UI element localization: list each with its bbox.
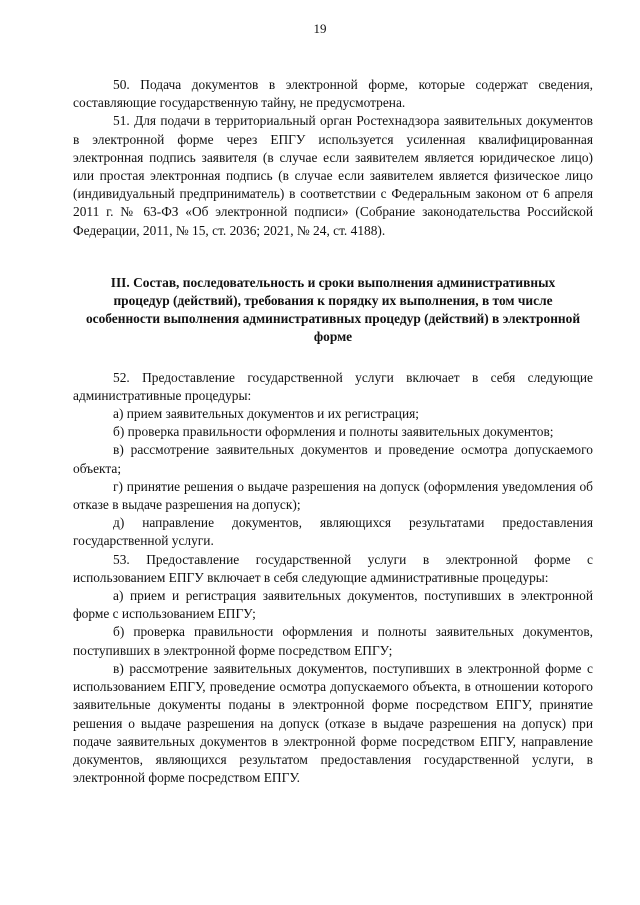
paragraph-52-item-b: б) проверка правильности оформления и полноты заявительных документов; <box>113 424 554 440</box>
paragraph-52-intro: 52. Предоставление государственной услуги включает в себя следующие административные процедуры: <box>73 369 593 403</box>
paragraph-53-item-b: б) проверка правильности оформления и полноты заявительных документов, поступивших в электронной форме посредством ЕПГУ; <box>73 624 593 658</box>
paragraph-53-item-a: а) прием и регистрация заявительных документов, поступивших в электронной форме с использованием ЕПГУ; <box>73 588 593 622</box>
paragraph-53-item-v: в) рассмотрение заявительных документов, поступивших в электронной форме с использованием ЕПГУ, проведение осмотра допускаемого объекта, в отношении которого заявительные документы поданы в электронной форме посредством ЕПГУ, принятие решения о выдаче разрешения на допуск (отказе в выдаче разрешения на допуск) при подаче заявительных документов в электронной форме посредством ЕПГУ, направление документов, являющихся результатом предоставления государственной услуги, в электронной форме посредством ЕПГУ. <box>73 660 593 786</box>
page-content <box>73 76 593 787</box>
paragraph-52-item-v: в) рассмотрение заявительных документов и проведение осмотра допускаемого объекта; <box>73 442 593 476</box>
paragraph-52-item-a: а) прием заявительных документов и их регистрация; <box>113 406 420 422</box>
paragraph-52-item-g: г) принятие решения о выдаче разрешения на допуск (оформления уведомления об отказе в выдаче разрешения на допуск); <box>73 478 593 513</box>
page-number: 19 <box>313 21 327 36</box>
paragraph-52-item-d: д) направление документов, являющихся результатами предоставления государственной услуги. <box>73 515 593 549</box>
paragraph-53-intro: 53. Предоставление государственной услуги в электронной форме с использованием ЕПГУ включает в себя следующие административные процедуры: <box>73 551 593 585</box>
paragraph-51: 51. Для подачи в территориальный орган Ростехнадзора заявительных документов в электронной форме через ЕПГУ используется усиленная квалифицированная электронная подпись заявителя (в случае если заявителем является юридическое лицо) или простая электронная подпись (в случае если заявителем является физическое лицо (индивидуальный предприниматель) в соответствии с Федеральным законом от 6 апреля 2011 г. № 63-ФЗ «Об электронной подписи» (Собрание законодательства Российской Федерации, 2011, № 15, ст. 2036; 2021, № 24, ст. 4188). <box>73 113 593 238</box>
paragraph-50: 50. Подача документов в электронной форме, которые содержат сведения, составляющие государственную тайну, не предусмотрена. <box>73 77 593 111</box>
section-heading: III. Состав, последовательность и сроки выполнения административных процедур (действий), требования к порядку их выполнения, в том числе особенности выполнения административных процедур (действий) в электронной форме <box>85 274 581 345</box>
